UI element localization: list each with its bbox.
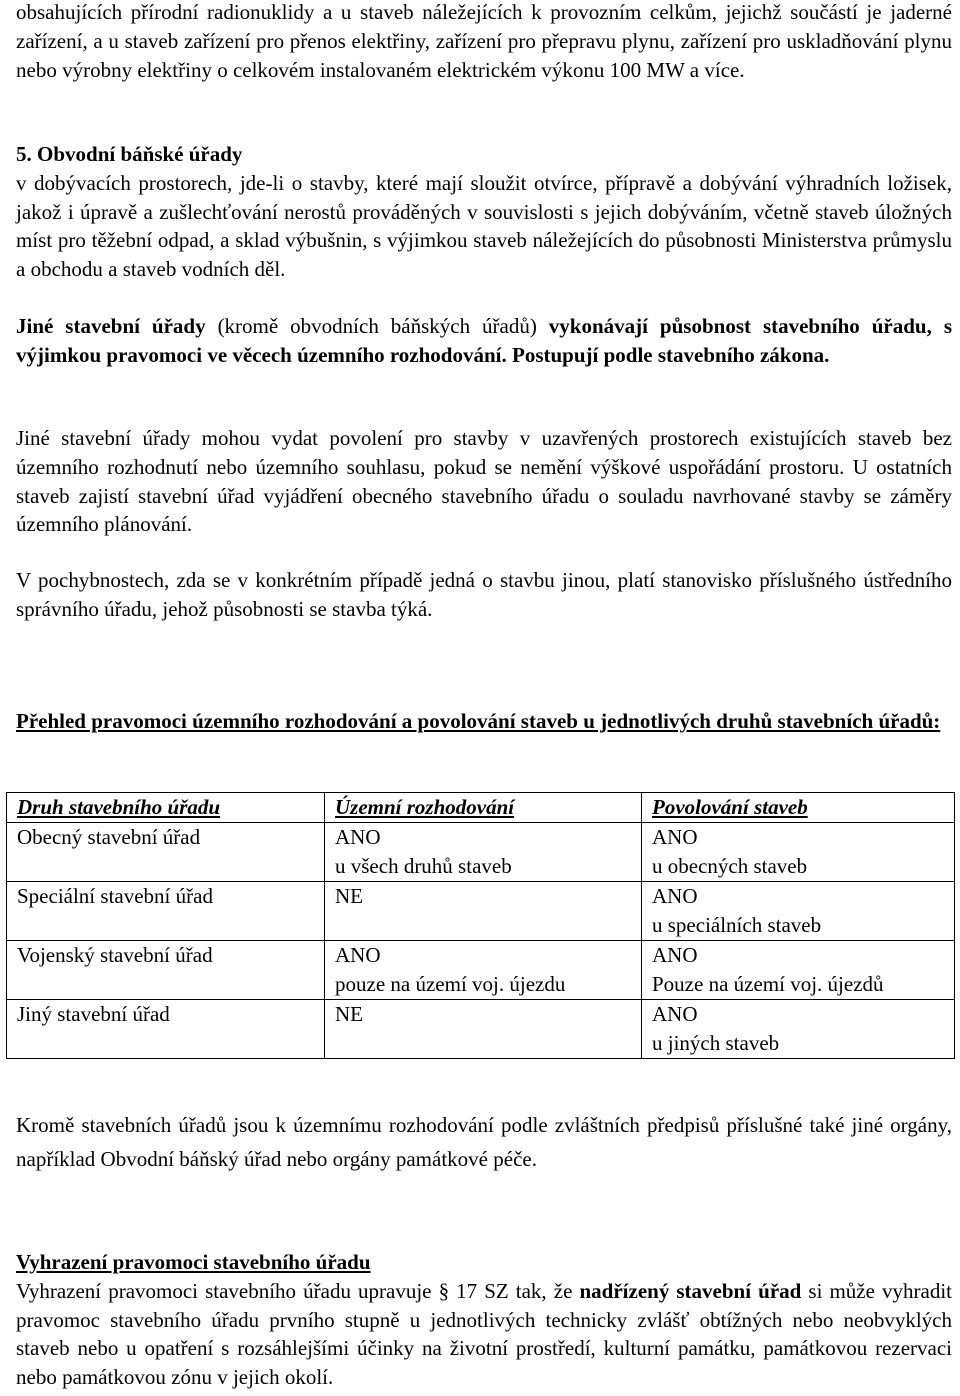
zoning-value: NE	[335, 1002, 363, 1026]
reservation-text-b: si může vyhradit pravomoc stavebního úřadu prvního stupně u jednotlivých technicky zvlášť obtížných nebo neobvyklých staveb nebo u opatření s rozsáhlejšími účinky na životní prostředí, kulturní památku, památkovou rezervaci nebo památkovou zónu v jejich okolí.	[16, 1278, 953, 1390]
reservation-text-a: Vyhrazení pravomoci stavebního úřadu upravuje	[16, 1278, 439, 1303]
permit-value: ANO	[652, 884, 698, 908]
zoning-note: u všech druhů staveb	[335, 854, 512, 878]
permit-cell	[642, 882, 955, 941]
section-5-heading: 5. Obvodní báňské úřady	[16, 142, 243, 166]
zoning-note: pouze na území voj. újezdu	[335, 972, 566, 996]
zoning-value: ANO	[335, 825, 381, 849]
permit-note: u obecných staveb	[652, 854, 808, 878]
permit-cell	[642, 941, 955, 1000]
permit-cell	[642, 823, 955, 882]
zoning-value: NE	[335, 884, 363, 908]
other-offices-aside: (kromě obvodních báňských úřadů)	[205, 314, 549, 338]
section-5-text: v dobývacích prostorech, jde-li o stavby, které mají sloužit otvírce, přípravě a dobývání výhradních ložisek, jakož i úpravě a zušlechťování nerostů prováděných v souvislosti s jejich dobýváním, včetně staveb úložných míst pro těžební odpad, a sklad výbušnin, s výjimkou staveb náležejících do působnosti Ministerstva průmyslu a obchodu a staveb vodních děl.	[16, 170, 952, 282]
intro-paragraph: obsahujících přírodní radionuklidy a u staveb náležejících k provozním celkům, jejichž součástí je jaderné zařízení, a u staveb zařízení pro přenos elektřiny, zařízení pro přepravu plynu, zařízení pro uskladňování plynu nebo výrobny elektřiny o celkovém instalovaném elektrickém výkonu 100 MW a více.	[16, 0, 952, 82]
reservation-superior-office: nadřízený stavební úřad	[579, 1278, 802, 1303]
table-header-row	[7, 793, 955, 823]
other-offices-lead: Jiné stavební úřady	[16, 314, 206, 338]
zoning-cell	[325, 882, 642, 941]
permit-paragraph: Jiné stavební úřady mohou vydat povolení pro stavby v uzavřených prostorech existujících staveb bez územního rozhodnutí nebo územního souhlasu, pokud se nemění výškové uspořádání prostoru. U ostatních staveb zajistí stavební úřad vyjádření obecného stavebního úřadu o souladu navrhované stavby se záměry územního plánování.	[16, 426, 952, 537]
doubt-paragraph: V pochybnostech, zda se v konkrétním případě jedná o stavbu jinou, platí stanovisko příslušného ústředního správního úřadu, jehož působnosti se stavba týká.	[16, 568, 952, 621]
permit-note: u speciálních staveb	[652, 913, 822, 937]
table-row	[7, 882, 955, 941]
office-type-cell: Vojenský stavební úřad	[7, 941, 325, 1000]
permit-value: ANO	[652, 825, 698, 849]
section-5	[16, 140, 952, 284]
table-row	[7, 941, 955, 1000]
office-type-cell: Jiný stavební úřad	[7, 1000, 325, 1059]
zoning-value: ANO	[335, 943, 381, 967]
reservation-heading: Vyhrazení pravomoci stavebního úřadu	[16, 1250, 371, 1274]
permit-note: Pouze na území voj. újezdů	[652, 972, 884, 996]
header-office-type: Druh stavebního úřadu	[7, 793, 325, 823]
other-offices-rule: vykonávají působnost stavebního úřadu, s výjimkou pravomoci ve věcech územního rozhodování. Postupují podle stavebního zákona.	[16, 314, 952, 367]
permit-value: ANO	[652, 943, 698, 967]
permit-note: u jiných staveb	[652, 1031, 780, 1055]
jurisdiction-table	[6, 792, 955, 1059]
table-row	[7, 823, 955, 882]
overview-heading: Přehled pravomoci územního rozhodování a povolování staveb u jednotlivých druhů stavebních úřadů:	[16, 709, 941, 733]
office-type-cell: Obecný stavební úřad	[7, 823, 325, 882]
zoning-cell	[325, 1000, 642, 1059]
header-permits: Povolování staveb	[642, 793, 955, 823]
office-type-cell: Speciální stavební úřad	[7, 882, 325, 941]
zoning-cell	[325, 941, 642, 1000]
zoning-cell	[325, 823, 642, 882]
header-zoning: Územní rozhodování	[325, 793, 642, 823]
permit-value: ANO	[652, 1002, 698, 1026]
other-bodies-paragraph: Kromě stavebních úřadů jsou k územnímu rozhodování podle zvláštních předpisů příslušné také jiné orgány, například Obvodní báňský úřad nebo orgány památkové péče.	[16, 1113, 952, 1171]
reservation-section-ref: § 17 SZ tak, že	[438, 1278, 580, 1303]
permit-cell	[642, 1000, 955, 1059]
reservation-section	[16, 1248, 952, 1392]
table-row	[7, 1000, 955, 1059]
other-offices-paragraph	[16, 312, 952, 370]
